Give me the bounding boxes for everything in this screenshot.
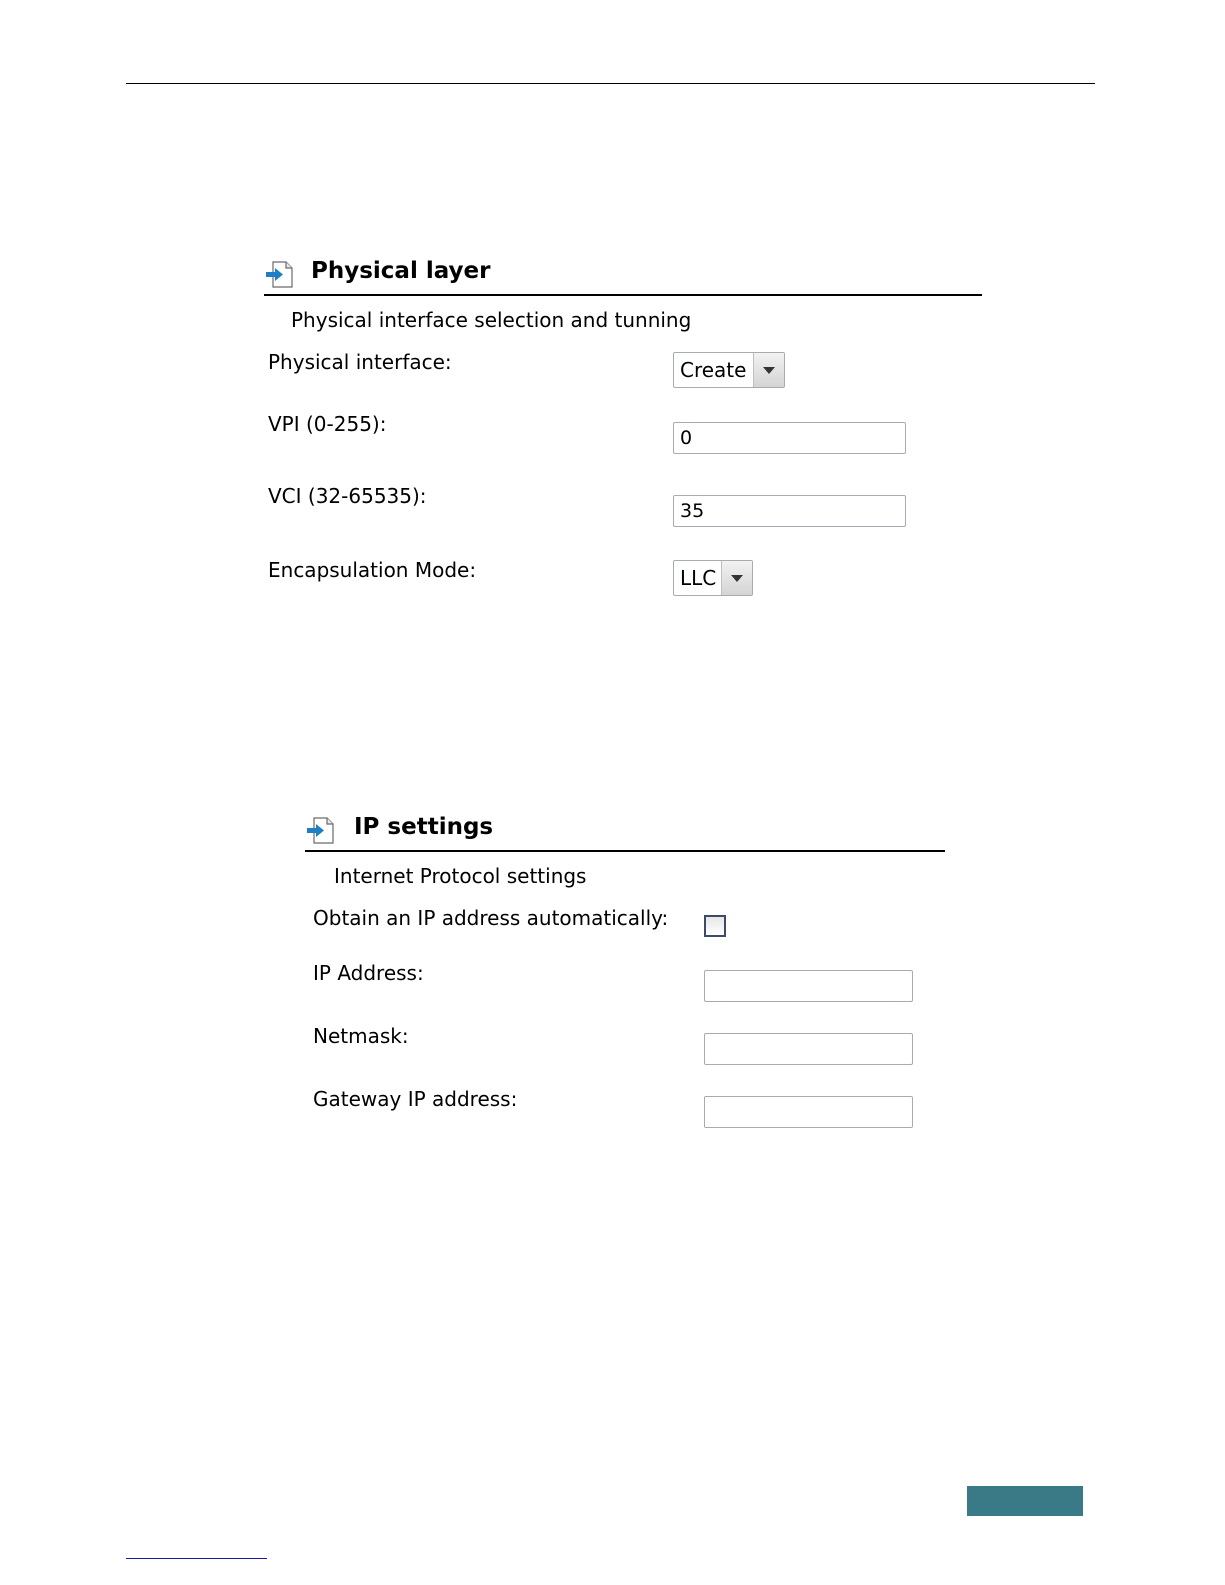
- physical-interface-value: Create: [680, 358, 747, 382]
- section-subtitle: Internet Protocol settings: [334, 864, 587, 888]
- section-title: Physical layer: [311, 258, 491, 284]
- netmask-label: Netmask:: [313, 1024, 409, 1048]
- top-rule: [126, 83, 1095, 84]
- obtain-ip-auto-checkbox[interactable]: [704, 915, 726, 937]
- page-arrow-icon: [264, 260, 294, 288]
- ip-address-input[interactable]: [704, 970, 913, 1002]
- bottom-rule: [126, 1558, 267, 1559]
- encapsulation-mode-value: LLC: [680, 566, 717, 590]
- vpi-input[interactable]: [673, 422, 906, 454]
- section-divider: [305, 850, 945, 852]
- gateway-ip-label: Gateway IP address:: [313, 1087, 518, 1111]
- page-arrow-icon: [305, 816, 335, 844]
- ip-address-label: IP Address:: [313, 961, 424, 985]
- netmask-input[interactable]: [704, 1033, 913, 1065]
- chevron-down-icon[interactable]: [721, 561, 752, 595]
- obtain-ip-auto-label: Obtain an IP address automatically:: [313, 906, 669, 930]
- chevron-down-icon[interactable]: [753, 353, 784, 387]
- physical-interface-select[interactable]: [673, 352, 785, 388]
- section-divider: [264, 294, 982, 296]
- footer-bar: [967, 1486, 1083, 1516]
- vci-label: VCI (32-65535):: [268, 484, 427, 508]
- physical-interface-label: Physical interface:: [268, 350, 452, 374]
- section-title: IP settings: [354, 814, 494, 840]
- vpi-label: VPI (0-255):: [268, 412, 387, 436]
- vci-input[interactable]: [673, 495, 906, 527]
- section-subtitle: Physical interface selection and tunning: [291, 308, 692, 332]
- gateway-ip-input[interactable]: [704, 1096, 913, 1128]
- encapsulation-mode-select[interactable]: [673, 560, 753, 596]
- encapsulation-mode-label: Encapsulation Mode:: [268, 558, 477, 582]
